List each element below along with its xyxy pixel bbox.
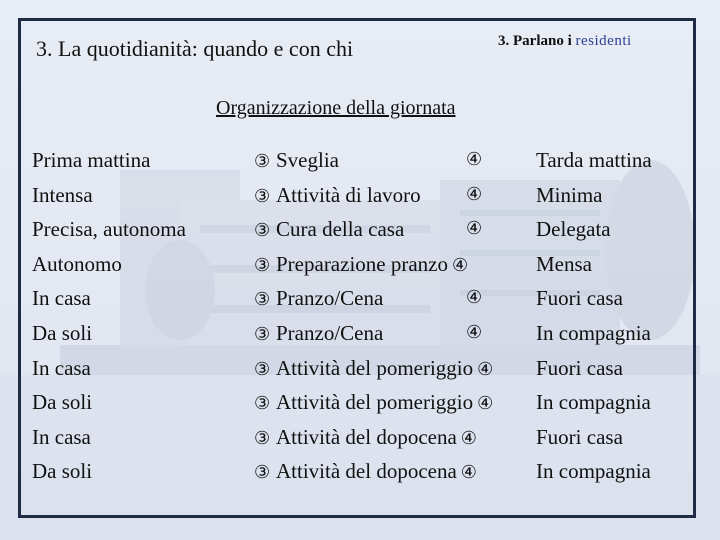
right-cell: Fuori casa (536, 286, 623, 311)
right-cell: Fuori casa (536, 355, 623, 380)
activity-row (254, 454, 534, 489)
activity-label: Preparazione pranzo (276, 251, 448, 276)
left-cell: In casa (32, 424, 91, 449)
left-cell: In casa (32, 355, 91, 380)
left-column (32, 143, 186, 489)
left-arrow-marker-icon: ③ (254, 289, 271, 311)
activity-column (254, 143, 534, 489)
right-column (536, 143, 652, 489)
right-cell: Minima (536, 182, 603, 207)
left-cell: Da soli (32, 320, 93, 345)
left-arrow-marker-icon: ③ (254, 358, 271, 380)
left-arrow-marker-icon: ③ (254, 323, 271, 345)
left-cell: Da soli (32, 390, 93, 415)
activity-label: Attività di lavoro (276, 182, 421, 207)
activity-label: Attività del pomeriggio (276, 355, 474, 380)
left-arrow-marker-icon: ③ (254, 462, 271, 484)
activity-label: Cura della casa (276, 217, 405, 242)
right-arrow-marker-icon: ④ (477, 393, 494, 415)
left-cell: Autonomo (32, 251, 122, 276)
left-cell: Intensa (32, 182, 93, 207)
right-cell: In compagnia (536, 320, 651, 345)
activity-label: Pranzo/Cena (276, 286, 384, 311)
right-cell: Tarda mattina (536, 148, 652, 172)
section-prefix: 3. Parlano i (498, 33, 576, 49)
subtitle: Organizzazione della giornata (216, 97, 456, 119)
page-title: 3. La quotidianità: quando e con chi (36, 36, 354, 61)
right-arrow-marker-icon: ④ (466, 218, 483, 240)
left-cell: Da soli (32, 459, 93, 484)
activity-row (254, 212, 534, 247)
right-arrow-marker-icon: ④ (452, 254, 469, 276)
activity-row (254, 178, 534, 213)
activity-label: Attività del dopocena (276, 424, 457, 449)
left-arrow-marker-icon: ③ (254, 427, 271, 449)
left-cell: In casa (32, 286, 91, 311)
right-cell: Delegata (536, 217, 611, 242)
right-arrow-marker-icon: ④ (466, 183, 483, 205)
activity-row (254, 281, 534, 316)
right-arrow-marker-icon: ④ (466, 321, 483, 343)
activity-label: Attività del pomeriggio (276, 390, 474, 415)
activity-row (254, 316, 534, 351)
section-label (498, 33, 632, 50)
activity-label: Pranzo/Cena (276, 320, 384, 345)
section-accent: residenti (575, 33, 632, 49)
activity-label: Sveglia (276, 148, 339, 172)
left-arrow-marker-icon: ③ (254, 254, 271, 276)
right-arrow-marker-icon: ④ (460, 462, 477, 484)
activity-row (254, 420, 534, 455)
left-arrow-marker-icon: ③ (254, 393, 271, 415)
right-cell: In compagnia (536, 459, 651, 484)
right-arrow-marker-icon: ④ (460, 427, 477, 449)
right-arrow-marker-icon: ④ (466, 287, 483, 309)
activity-row (254, 385, 534, 420)
left-cell: Prima mattina (32, 148, 151, 172)
right-arrow-marker-icon: ④ (466, 149, 483, 170)
right-cell: In compagnia (536, 390, 651, 415)
left-arrow-marker-icon: ③ (254, 185, 271, 207)
activity-label: Attività del dopocena (276, 459, 457, 484)
activity-row (254, 247, 534, 282)
left-cell: Precisa, autonoma (32, 217, 186, 242)
right-arrow-marker-icon: ④ (477, 358, 494, 380)
right-cell: Fuori casa (536, 424, 623, 449)
left-arrow-marker-icon: ③ (254, 151, 271, 172)
right-cell: Mensa (536, 251, 592, 276)
activity-row (254, 143, 534, 178)
left-arrow-marker-icon: ③ (254, 220, 271, 242)
activity-row (254, 351, 534, 386)
